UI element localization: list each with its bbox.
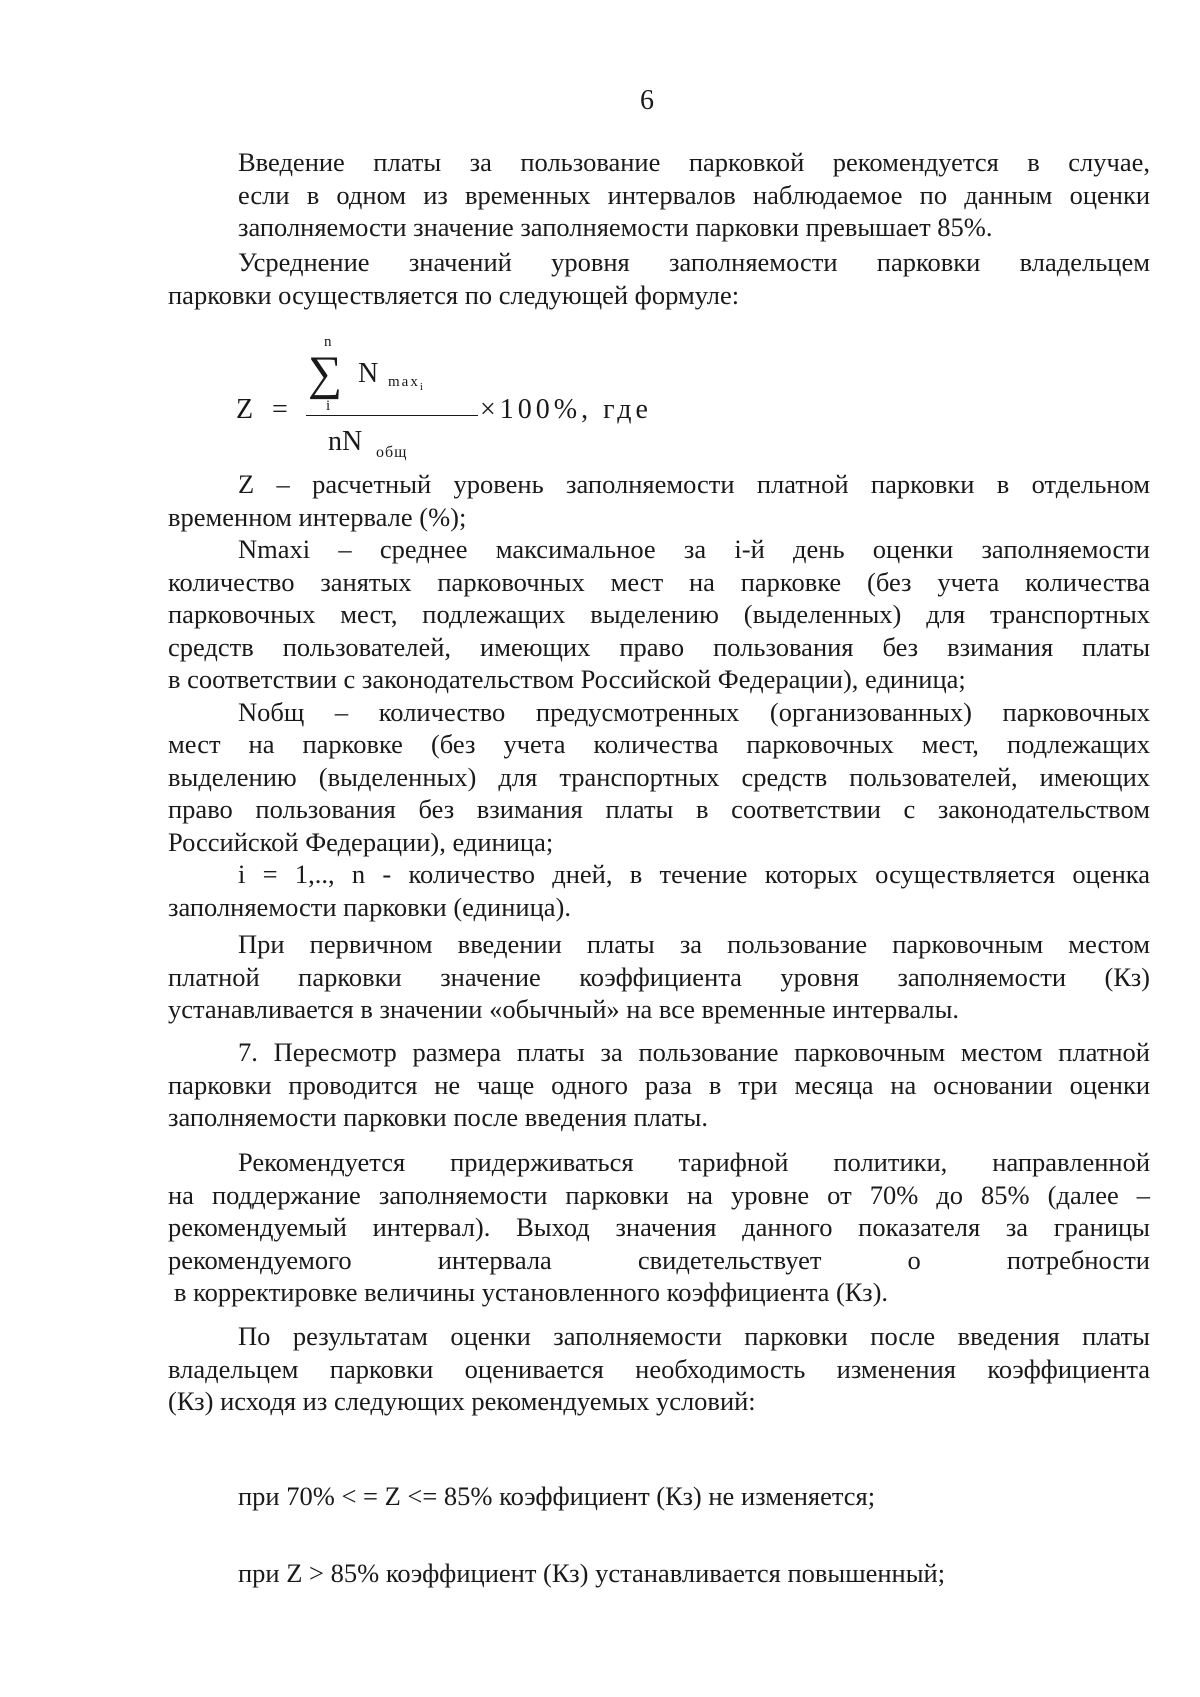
text-line: Введение платы за пользование парковкой рекомендуется в случае, xyxy=(238,147,1150,177)
text-line: Nmaxi – среднее максимальное за i-й день оценки заполняемости xyxy=(238,534,1150,564)
text-line: заполняемости парковки (единица). xyxy=(168,891,571,922)
text-line: (Кз) исходя из следующих рекомендуемых условий: xyxy=(168,1386,756,1416)
text-line: в корректировке величины установленного коэффициента (Кз). xyxy=(174,1277,889,1307)
paragraph-averaging xyxy=(168,246,1150,311)
formula-lhs: Z xyxy=(236,394,254,425)
definitions-block xyxy=(168,468,1150,923)
text-line: Z – расчетный уровень заполняемости платной парковки в отдельном xyxy=(238,469,1150,499)
text-line: выделению (выделенных) для транспортных средств пользователей, имеющих xyxy=(168,761,1150,792)
text-line: количество занятых парковочных мест на парковке (без учета количества xyxy=(168,566,1150,597)
text-line: 7. Пересмотр размера платы за пользование парковочным местом платной xyxy=(238,1037,1150,1067)
formula-equals: = xyxy=(272,394,288,425)
definition-nmax xyxy=(168,533,1150,696)
text-line: заполняемости значение заполняемости парковки превышает 85%. xyxy=(238,212,993,242)
paragraph-results xyxy=(168,1320,1150,1418)
paragraph-first-introduction xyxy=(168,928,1150,1026)
text-line: Российской Федерации), единица; xyxy=(168,826,554,857)
formula-denominator: nN xyxy=(328,426,363,457)
text-line: средств пользователей, имеющих право пользования без взимания платы xyxy=(168,631,1150,662)
formula-fraction-bar xyxy=(306,415,478,416)
text-line: право пользования без взимания платы в соответствии с законодательством xyxy=(168,794,1150,824)
text-line: парковки осуществляется по следующей формуле: xyxy=(168,279,740,310)
text-line: на поддержание заполняемости парковки на уровне от 70% до 85% (далее – xyxy=(168,1179,1150,1210)
text-line: При первичном введении платы за пользование парковочным местом xyxy=(238,929,1150,959)
formula-sub-max: max xyxy=(388,374,420,390)
text-line: i = 1,.., n - количество дней, в течение которых осуществляется оценка xyxy=(238,859,1150,889)
text-line: Nобщ – количество предусмотренных (организованных) парковочных xyxy=(238,696,1150,727)
text-line: устанавливается в значении «обычный» на все временные интервалы. xyxy=(168,994,960,1024)
text-line: парковки проводится не чаще одного раза в три месяца на основании оценки xyxy=(168,1069,1150,1100)
text-line: парковочных мест, подлежащих выделению (выделенных) для транспортных xyxy=(168,599,1150,629)
text-line: владельцем парковки оценивается необходимость изменения коэффициента xyxy=(168,1353,1150,1384)
text-line: По результатам оценки заполняемости парковки после введения платы xyxy=(238,1321,1150,1351)
formula-sub-i: i xyxy=(419,381,425,393)
definition-z xyxy=(168,468,1150,533)
paragraph-intro xyxy=(168,146,1150,244)
text-line: платной парковки значение коэффициента уровня заполняемости (Кз) xyxy=(168,961,1150,992)
condition-2: при Z > 85% коэффициент (Кз) устанавливается повышенный; xyxy=(238,1558,946,1588)
formula-numerator: N xyxy=(358,358,379,389)
paragraph-section-7 xyxy=(168,1036,1150,1134)
definition-i xyxy=(168,858,1150,923)
formula-sum-lower: i xyxy=(326,398,331,414)
formula-sum-upper: n xyxy=(324,334,332,350)
text-line: временном интервале (%); xyxy=(168,501,467,532)
text-line: заполняемости парковки после введения платы. xyxy=(168,1102,708,1132)
definition-nobsh xyxy=(168,696,1150,859)
paragraph-recommendation xyxy=(168,1146,1150,1309)
text-line: рекомендуемый интервал). Выход значения данного показателя за границы xyxy=(168,1212,1150,1242)
text-line: в соответствии с законодательством Российской Федерации), единица; xyxy=(168,664,966,694)
formula-numerator-sub xyxy=(388,374,425,393)
text-line: Рекомендуется придерживаться тарифной политики, направленной xyxy=(238,1147,1150,1177)
formula-tail: ×100%, где xyxy=(480,394,652,425)
text-line: если в одном из временных интервалов наблюдаемое по данным оценки xyxy=(238,179,1150,210)
text-line: мест на парковке (без учета количества парковочных мест, подлежащих xyxy=(168,729,1150,759)
page-number: 6 xyxy=(640,85,654,116)
text-line: рекомендуемого интервала свидетельствует о потребности xyxy=(168,1244,1150,1275)
formula-denominator-sub: общ xyxy=(376,444,408,461)
formula-sum-sign: ∑ xyxy=(308,347,343,400)
condition-1: при 70% < = Z <= 85% коэффициент (Кз) не изменяется; xyxy=(238,1481,876,1511)
text-line: Усреднение значений уровня заполняемости парковки владельцем xyxy=(238,247,1150,277)
occupancy-formula xyxy=(236,336,756,466)
